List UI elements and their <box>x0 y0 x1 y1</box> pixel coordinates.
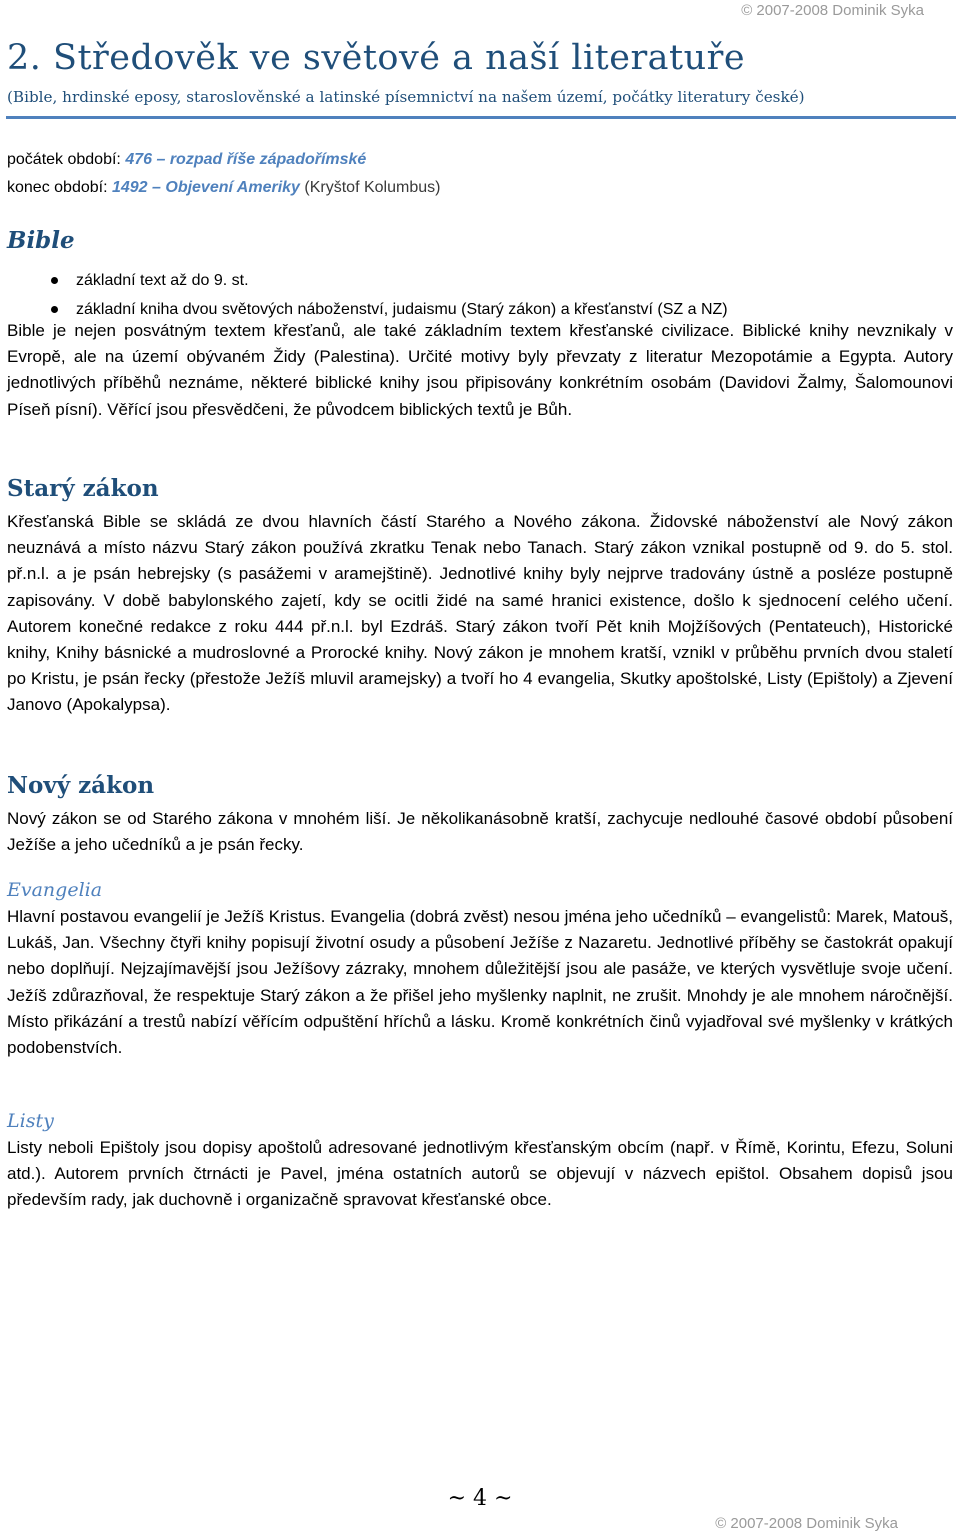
list-item: základní text až do 9. st. <box>0 266 728 295</box>
bible-bullet-list <box>0 266 728 324</box>
bible-paragraph: Bible je nejen posvátným textem křesťanů, ale také základním textem křesťanské civilizace. Biblické knihy nevznikaly v Evropě, ale na území obývaném Židy (Palestina). Určité motivy byly převzaty z literatur Mezopotámie a Egypta. Autory jednotlivých příběhů neznáme, některé biblické knihy jsou připisovány konkrétním osobám (Davidovi Žalmy, Šalomounovi Píseň písní). Věřící jsou přesvědčeni, že původcem biblických textů je Bůh. <box>7 321 953 419</box>
period-end-value: 1492 – Objevení Ameriky <box>111 179 300 196</box>
epistles-paragraph: Listy neboli Epištoly jsou dopisy apoštolů adresované jednotlivým křesťanským obcím (např. v Římě, Korintu, Efezu, Soluni atd.). Autorem prvních čtrnácti je Pavel, jména ostatních autorů se objevují v názvech epištol. Obsahem dopisů jsou především rady, jak duchovně i organizačně spravovat křesťanské obce. <box>7 1138 953 1210</box>
period-end-note: (Kryštof Kolumbus) <box>304 179 441 196</box>
title-underline <box>6 116 956 119</box>
footer-copyright: © 2007-2008 Dominik Syka <box>715 1515 898 1532</box>
list-item: základní kniha dvou světových náboženství, judaismu (Starý zákon) a křesťanství (SZ a NZ) <box>0 295 728 324</box>
page-number: ~ 4 ~ <box>447 1486 513 1511</box>
heading-gospels: Evangelia <box>7 879 103 901</box>
period-start-label: počátek období: <box>7 151 121 168</box>
gospels-paragraph: Hlavní postavou evangelií je Ježíš Kristus. Evangelia (dobrá zvěst) nesou jména jeho učedníků – evangelistů: Marek, Matouš, Lukáš, Jan. Všechny čtyři knihy popisují životní osudy a působení Ježíše z Nazaretu. Jednotlivé příběhy se častokrát opakují nebo doplňují. Nejzajímavější jsou Ježíšovy zázraky, mnohem důležitější jsou ale pasáže, ve kterých vysvětluje svoje učení. Ježíš zdůrazňoval, že respektuje Starý zákon a že přišel jeho myšlenky naplnit, ne zrušit. Mnohdy je ale mnohem náročnější. Místo přikázání a trestů nabízí věřícím odpuštění hříchů a lásku. Kromě konkrétních činů vyjadřoval své myšlenky v krátkých podobenstvích. <box>7 907 953 1058</box>
period-start <box>7 150 366 170</box>
heading-old-testament: Starý zákon <box>7 475 159 502</box>
header-copyright: © 2007-2008 Dominik Syka <box>741 2 924 19</box>
old-testament-paragraph: Křesťanská Bible se skládá ze dvou hlavních částí Starého a Nového zákona. Židovské náboženství ale Nový zákon neuznává a místo názvu Starý zákon používá zkratku Tenak nebo Tanach. Starý zákon vznikal postupně od 9. do 5. stol. př.n.l. a je psán hebrejsky (s pasážemi v aramejštině). Jednotlivé knihy byly nejprve tradovány ústně a posléze postupně zapisovány. V době babylonského zajetí, kdy se ocitli židé na samé hranici existence, došlo k sjednocení celého učení. Autorem konečné redakce z roku 444 př.n.l. byl Ezdráš. Starý zákon tvoří Pět knih Mojžíšových (Pentateuch), Historické knihy, Knihy básnické a mudroslovné a Prorocké knihy. Nový zákon je mnohem kratší, vznikl v průběhu prvních dvou staletí po Kristu, je psán řecky (přestože Ježíš mluvil aramejsky) a tvoří ho 4 evangelia, Skutky apoštolské, Listy (Epištoly) a Zjevení Janovo (Apokalypsa). <box>7 512 953 715</box>
page-subtitle: (Bible, hrdinské eposy, staroslověnské a latinské písemnictví na našem území, počátky literatury české) <box>7 88 805 106</box>
page-title: 2. Středověk ve světové a naší literatuře <box>7 38 746 78</box>
new-testament-paragraph: Nový zákon se od Starého zákona v mnohém liší. Je několikanásobně kratší, zachycuje nedlouhé časové období působení Ježíše a jeho učedníků a je psán řecky. <box>7 809 953 855</box>
heading-epistles: Listy <box>7 1110 54 1132</box>
heading-new-testament: Nový zákon <box>7 772 155 799</box>
period-start-value: 476 – rozpad říše západořímské <box>125 151 367 168</box>
period-end-label: konec období: <box>7 179 108 196</box>
heading-bible: Bible <box>7 227 75 254</box>
period-end <box>7 178 440 198</box>
